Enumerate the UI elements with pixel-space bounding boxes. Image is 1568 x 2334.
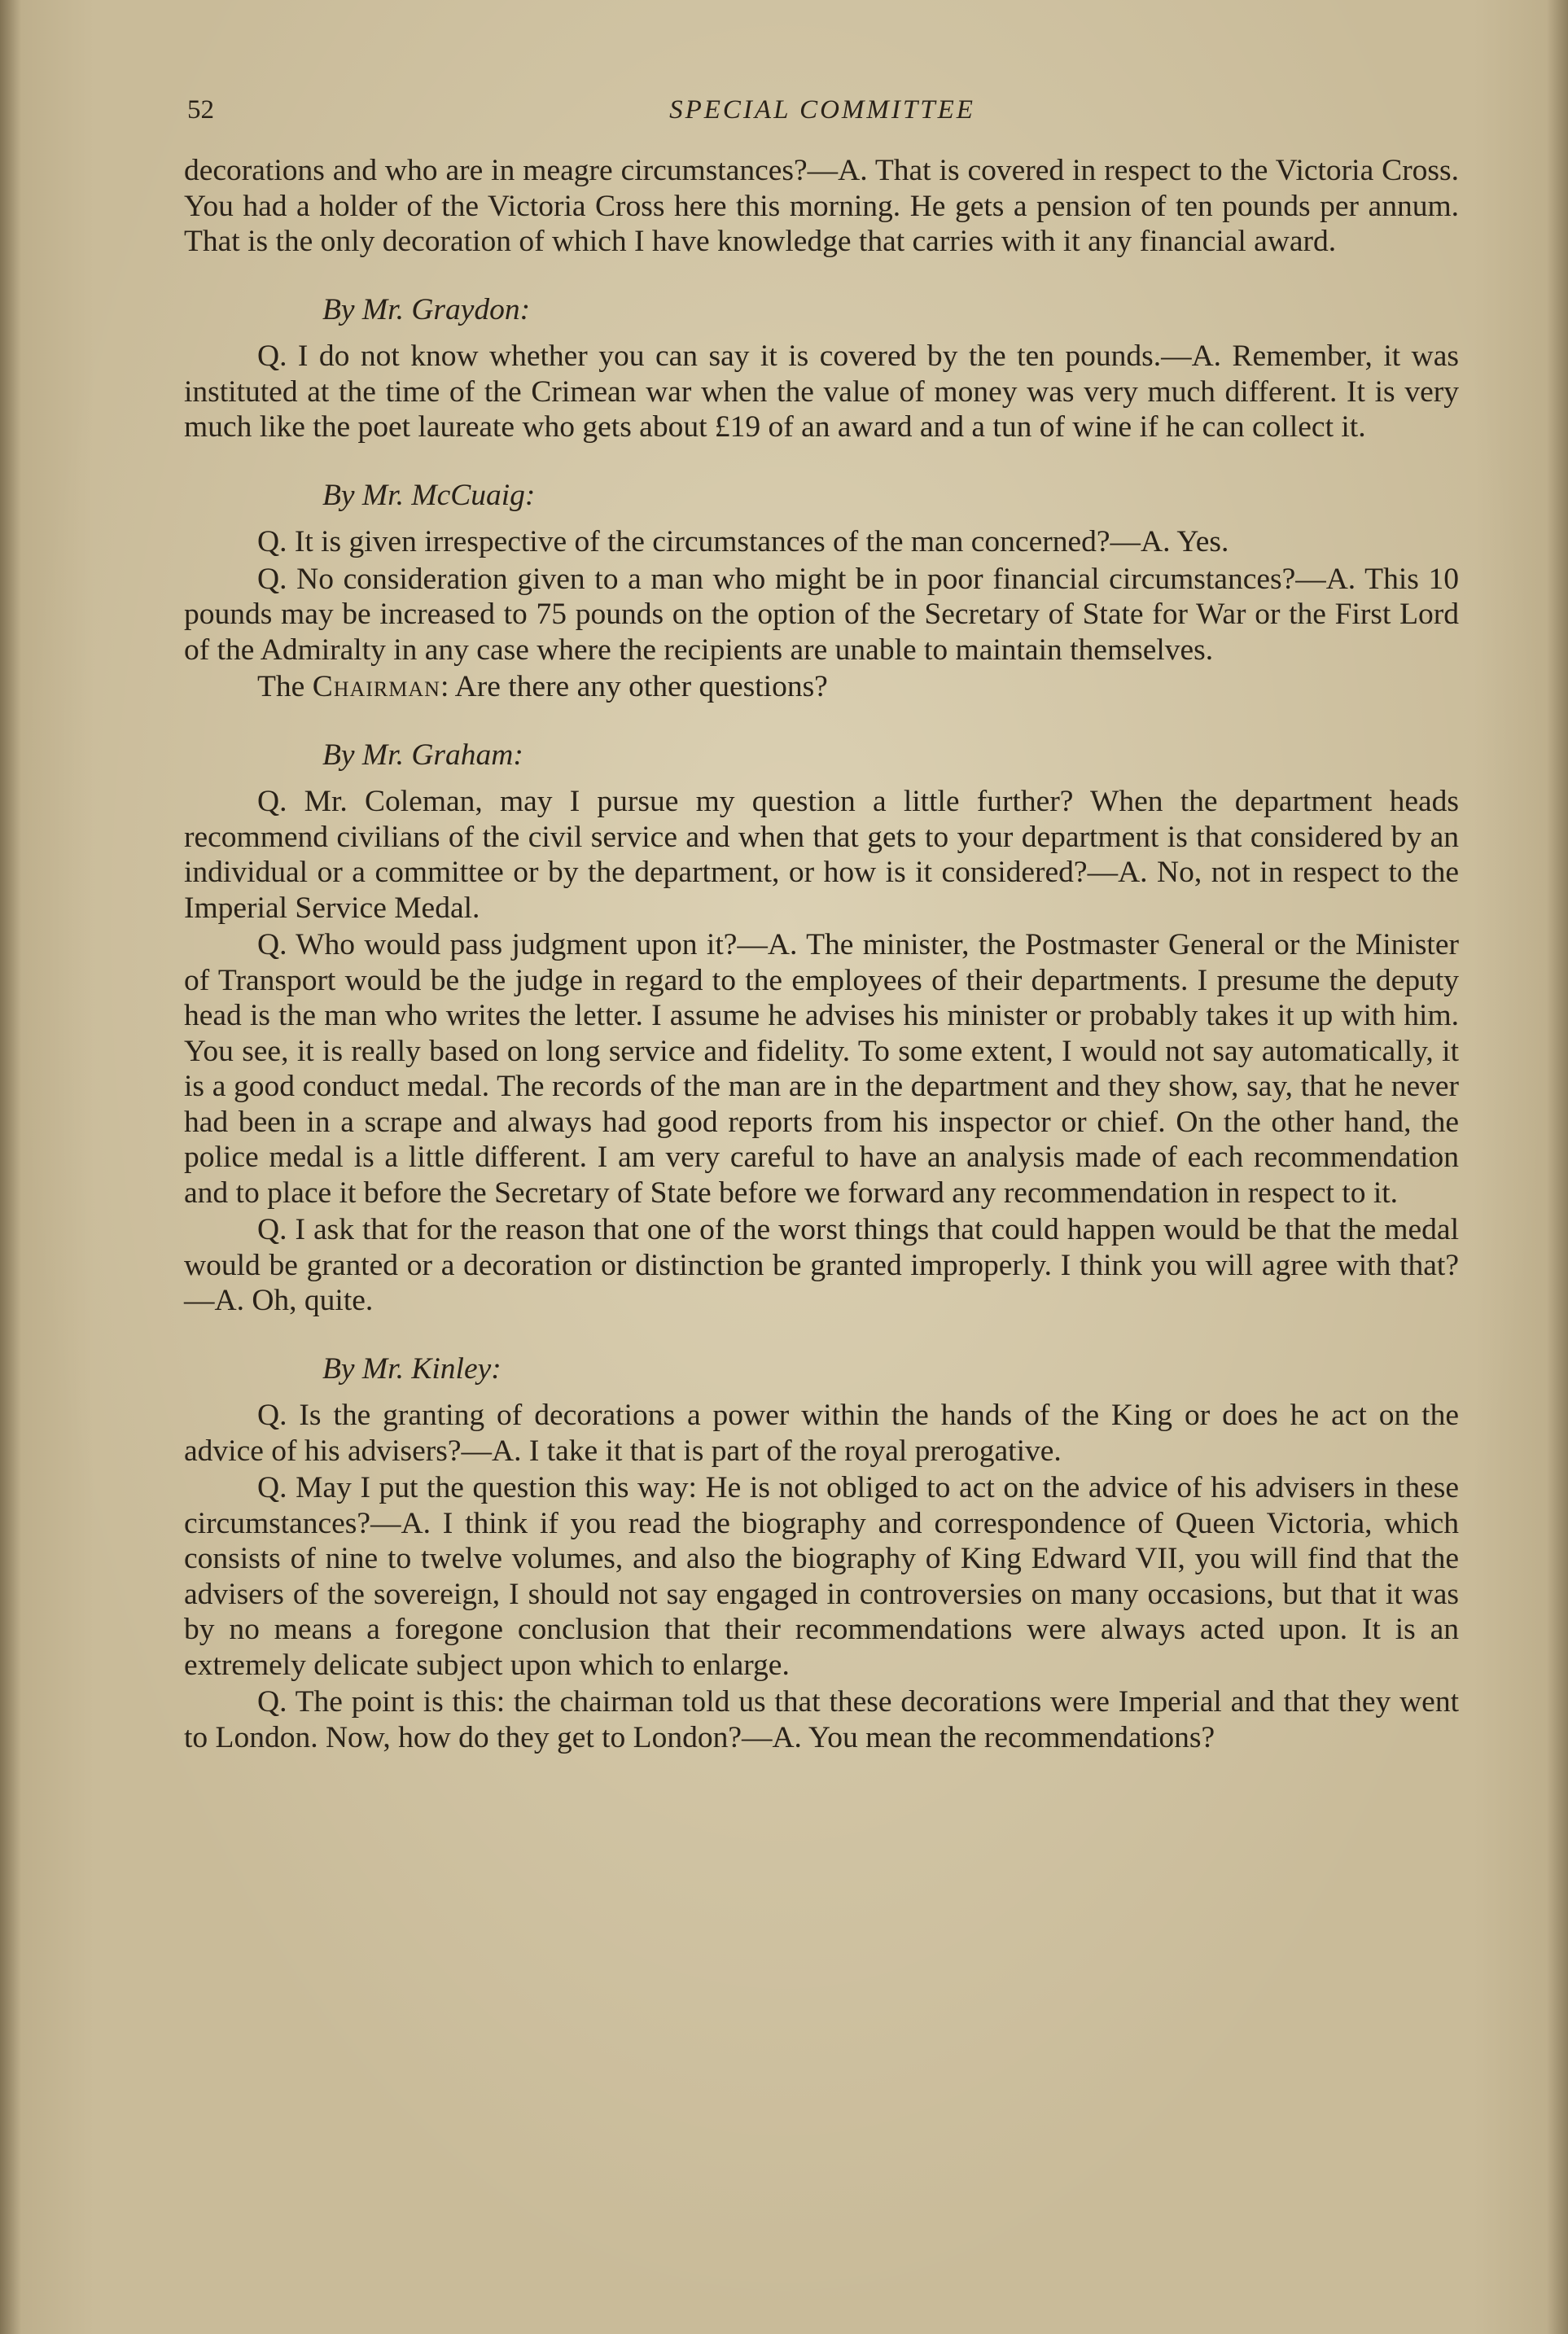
paragraph: decorations and who are in meagre circumstances?—A. That is covered in respect to the Victoria Cross. You had a holder of the Victoria Cross here this morning. He gets a pension of ten pounds per annum. That is the only decoration of which I have knowledge that carries with it any financial award. bbox=[184, 154, 1459, 258]
paragraph: Q. It is given irrespective of the circumstances of the man concerned?—A. Yes. bbox=[257, 525, 1229, 558]
chairman-prefix: The bbox=[257, 670, 313, 703]
chairman-question bbox=[184, 669, 1459, 705]
chairman-rest: : Are there any other questions? bbox=[440, 670, 828, 703]
paragraph: Q. Who would pass judgment upon it?—A. The minister, the Postmaster General or the Minister of Transport would be the judge in regard to the employees of their departments. I presume the deputy head is the man who writes the letter. I assume he advises his minister or probably takes it up with him. You see, it is really based on long service and fidelity. To some extent, I would not say automatically, it is a good conduct medal. The records of the man are in the department and they show, say, that he never had been in a scrape and always had good reports from his inspector or chief. On the other hand, the police medal is a little different. I am very careful to have an analysis made of each recommendation and to place it before the Secretary of State before we forward any recommendation in respect to it. bbox=[184, 928, 1459, 1210]
page-right-edge-shadow bbox=[1547, 0, 1568, 2334]
paragraph: Q. Mr. Coleman, may I pursue my question a little further? When the department heads recommend civilians of the civil service and when that gets to your department is that considered by an individual or a committee or by the department, or how is it considered?—A. No, not in respect to the Imperial Service Medal. bbox=[184, 785, 1459, 925]
page-number: 52 bbox=[187, 95, 214, 125]
speaker-heading: By Mr. Graydon: bbox=[322, 292, 531, 326]
paragraph: Q. No consideration given to a man who might be in poor financial circumstances?—A. This 10 pounds may be increased to 75 pounds on the option of the Secretary of State for War or the First Lord of the Admiralty in any case where the recipients are unable to maintain themselves. bbox=[184, 562, 1459, 667]
speaker-heading: By Mr. Graham: bbox=[322, 738, 523, 772]
paragraph: Q. May I put the question this way: He is not obliged to act on the advice of his advisers in these circumstances?—A. I think if you read the biography and correspondence of Queen Victoria, which consists of nine to twelve volumes, and also the biography of King Edward VII, you will find that the advisers of the sovereign, I should not say engaged in controversies on many occasions, but that it was by no means a foregone conclusion that their recommendations were always acted upon. It is an extremely delicate subject upon which to enlarge. bbox=[184, 1471, 1459, 1682]
paragraph: Q. I do not know whether you can say it is covered by the ten pounds.—A. Remember, it was instituted at the time of the Crimean war when the value of money was very much different. It is very much like the poet laureate who gets about £19 of an award and a tun of wine if he can collect it. bbox=[184, 339, 1459, 444]
paragraph: Q. The point is this: the chairman told us that these decorations were Imperial and that they went to London. Now, how do they get to London?—A. You mean the recommendations? bbox=[184, 1685, 1459, 1754]
speaker-heading: By Mr. Kinley: bbox=[322, 1351, 501, 1386]
page-header bbox=[187, 90, 1457, 130]
paragraph: Q. Is the granting of decorations a power within the hands of the King or does he act on the advice of his advisers?—A. I take it that is part of the royal prerogative. bbox=[184, 1399, 1459, 1468]
page-left-edge-shadow bbox=[0, 0, 21, 2334]
speaker-heading: By Mr. McCuaig: bbox=[322, 478, 536, 512]
running-head: SPECIAL COMMITTEE bbox=[669, 95, 975, 125]
body-text bbox=[184, 153, 1459, 1755]
paragraph: Q. I ask that for the reason that one of the worst things that could happen would be that the medal would be granted or a decoration or distinction be granted improperly. I think you will agree with that?—A. Oh, quite. bbox=[184, 1213, 1459, 1317]
chairman-label: Chairman bbox=[312, 670, 440, 703]
